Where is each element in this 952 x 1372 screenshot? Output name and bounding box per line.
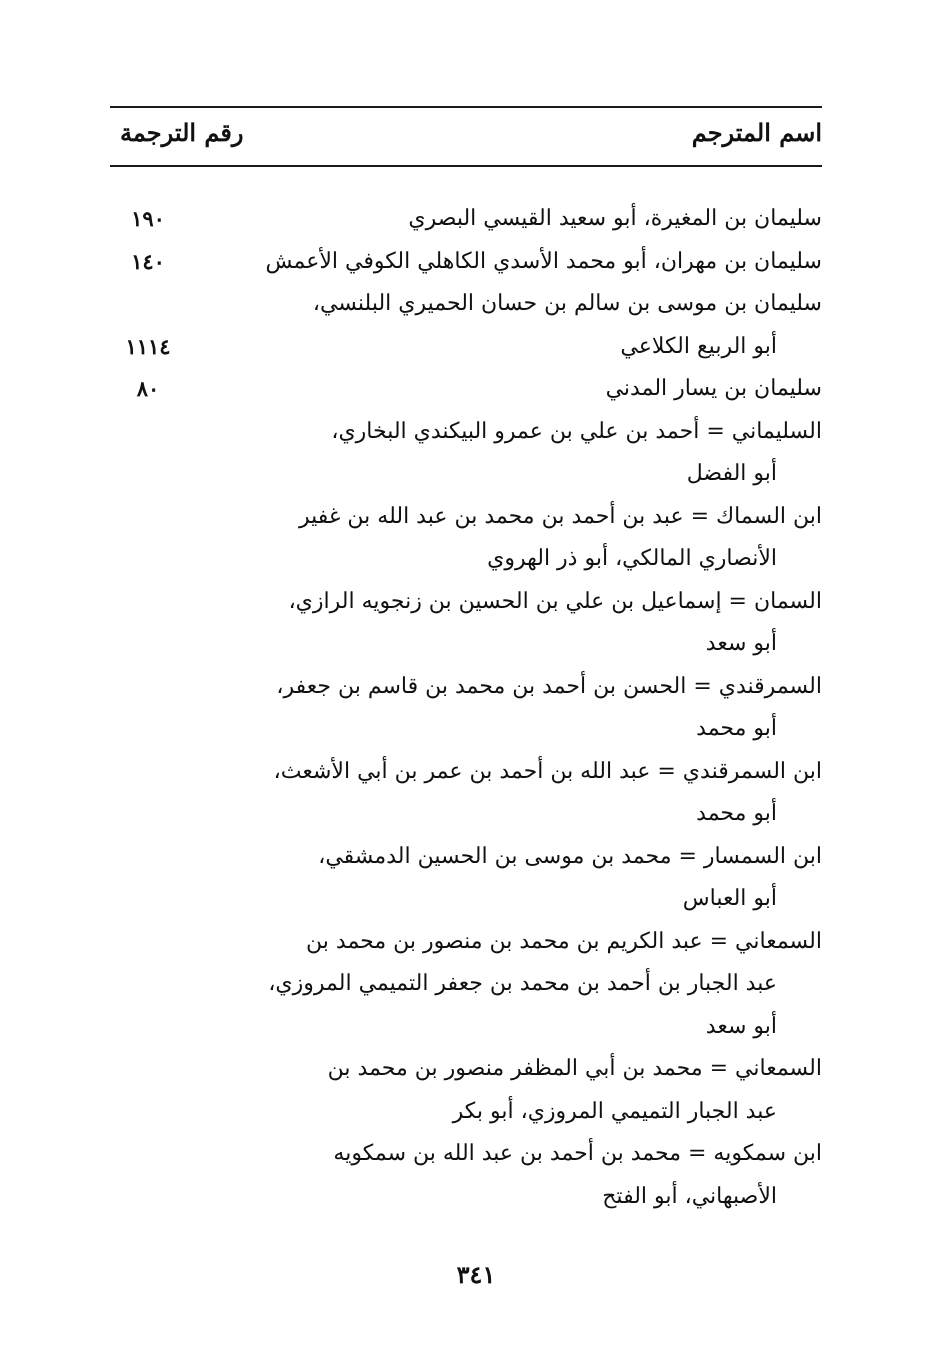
entry-line: ابن سمكويه = محمد بن أحمد بن عبد الله بن سمكويه (333, 1141, 822, 1166)
entry-line: أبو محمد (696, 716, 777, 741)
entry-line: أبو محمد (696, 801, 777, 826)
entry-line: السمعاني = عبد الكريم بن محمد بن منصور بن محمد بن (306, 929, 822, 954)
entry-line: عبد الجبار بن أحمد بن محمد بن جعفر التميمي المروزي، (268, 971, 777, 996)
entry-line: أبو الربيع الكلاعي (620, 334, 777, 359)
entry-line: أبو سعد (705, 631, 777, 656)
entry-number: ١٩٠ (131, 206, 165, 231)
entry-line: السمعاني = محمد بن أبي المظفر منصور بن محمد بن (327, 1056, 822, 1081)
entry-line: ابن السماك = عبد بن أحمد بن محمد بن عبد الله بن غفير (299, 504, 822, 529)
entry-line: أبو سعد (705, 1014, 777, 1039)
number-column-header: رقم الترجمة (120, 118, 244, 147)
entry-line: ابن السمرقندي = عبد الله بن أحمد بن عمر بن أبي الأشعث، (273, 759, 822, 784)
entry-line: ابن السمسار = محمد بن موسى بن الحسين الدمشقي، (318, 844, 822, 869)
entry-line: السمان = إسماعيل بن علي بن الحسين بن زنجويه الرازي، (288, 589, 822, 614)
entry-line: سليمان بن يسار المدني (605, 376, 822, 401)
entry-line: أبو الفضل (686, 461, 777, 486)
entry-number: ١٤٠ (131, 249, 165, 274)
entry-line: الأصبهاني، أبو الفتح (602, 1184, 777, 1209)
entry-line: أبو العباس (682, 886, 777, 911)
entry-line: سليمان بن مهران، أبو محمد الأسدي الكاهلي الكوفي الأعمش (265, 249, 822, 274)
entry-line: عبد الجبار التميمي المروزي، أبو بكر (452, 1099, 777, 1124)
name-column-header: اسم المترجم (691, 118, 822, 147)
page-number: ٣٤١ (456, 1260, 496, 1289)
entry-line: السمرقندي = الحسن بن أحمد بن محمد بن قاسم بن جعفر، (276, 674, 822, 699)
entry-line: سليمان بن موسى بن سالم بن حسان الحميري البلنسي، (312, 291, 822, 316)
entry-line: الأنصاري المالكي، أبو ذر الهروي (487, 546, 777, 571)
entry-number: ٨٠ (136, 376, 160, 401)
entry-number: ١١١٤ (125, 334, 171, 359)
entry-line: السليماني = أحمد بن علي بن عمرو البيكندي البخاري، (331, 419, 822, 444)
entry-line: سليمان بن المغيرة، أبو سعيد القيسي البصري (408, 206, 822, 231)
